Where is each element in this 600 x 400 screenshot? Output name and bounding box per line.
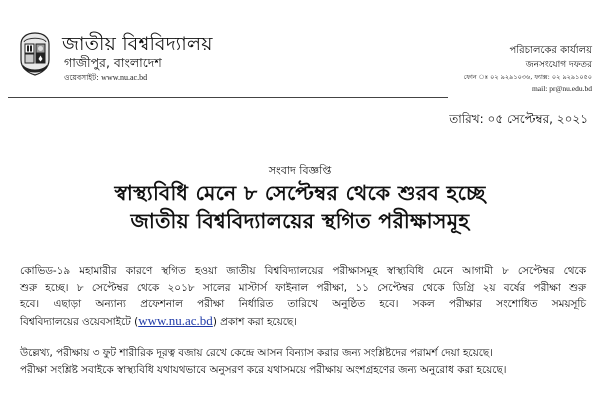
website-url: www.nu.ac.bd xyxy=(101,73,148,82)
date-line xyxy=(449,111,588,131)
paragraph-2-line-1: উল্লেখ্য, পরীক্ষায় ৩ ফুট শারীরিক দূরত্ব বজায় রেখে কেন্দ্রে আসন বিন্যাস করার জন্য সংশ্লিষ্টদের পরামর্শ দেয়া হয়েছে। xyxy=(20,347,493,359)
website-link[interactable]: www.nu.ac.bd xyxy=(138,312,213,328)
university-name: জাতীয় বিশ্ববিদ্যালয় xyxy=(62,33,213,55)
body-paragraph-2 xyxy=(20,345,586,378)
headline-line-2: জাতীয় বিশ্ববিদ্যালয়ের স্থগিত পরীক্ষাসমূহ xyxy=(130,209,470,233)
office-phone: ফোন ঃ ০২ ৯২৯১০৩৬, ফ্যাক্স: ০২ ৯২৯১০৫০ xyxy=(463,73,592,81)
header-divider xyxy=(8,97,448,98)
body-paragraph-1 xyxy=(20,263,586,330)
paragraph-1-line-2: শুরু হচ্ছে। ৮ সেপ্টেম্বর থেকে ২০১৮ সালের মাস্টার্স ফাইনাল পরীক্ষা, ১১ সেপ্টেম্বর থেকে ডিগ্রি ২য় বর্ষের পরীক্ষা শুরু xyxy=(20,281,586,294)
university-crest-icon xyxy=(18,32,52,76)
paragraph-2-line-2: পরীক্ষা সংশ্লিষ্ট সবাইকে স্বাস্থ্যবিধি যথাযথভাবে অনুসরণ করে যথাসময়ে পরীক্ষায় অংশগ্রহণের জন্য অনুরোধ করা হয়েছে। xyxy=(20,363,507,376)
headline-line-1: স্বাস্থ্যবিধি মেনে ৮ সেপ্টেম্বর থেকে শুরব হচ্ছে xyxy=(114,181,486,205)
paragraph-1-line-4 xyxy=(20,313,586,331)
line-4-prefix: বিশ্ববিদ্যালয়ের ওয়েবসাইটে ( xyxy=(20,315,139,328)
university-website xyxy=(64,73,147,85)
line-4-suffix: ) প্রকাশ করা হয়েছে। xyxy=(212,315,297,328)
paragraph-1-line-3: হবে। এছাড়া অন্যান্য প্রফেশনাল পরীক্ষা নির্ধারিত তারিখে অনুষ্ঠিত হবে। সকল পরীক্ষার সংশোধিত সময়সূচি xyxy=(20,298,586,310)
date-value: ০৫ সেপ্টেম্বর, ২০২১ xyxy=(487,112,588,126)
paragraph-1-line-1: কোভিড-১৯ মহামারীর কারণে স্থগিত হওয়া জাতীয় বিশ্ববিদ্যালয়ের পরীক্ষাসমূহ স্বাস্থ্যবিধি মেনে আগামী ৮ সেপ্টেম্বর থেকে xyxy=(20,265,586,277)
press-release-label: সংবাদ বিজ্ঞপ্তি xyxy=(268,164,332,177)
date-label: তারিখ: xyxy=(449,112,484,126)
office-subtitle: জনসংযোগ দফতর xyxy=(525,60,592,70)
office-info xyxy=(464,44,592,94)
website-label: ওয়েবসাইট: xyxy=(64,73,99,82)
office-mail: mail: pr@nu.edu.bd xyxy=(531,84,592,93)
office-title: পরিচালকের কার্যালয় xyxy=(509,45,592,56)
university-location: গাজীপুর, বাংলাদেশ xyxy=(64,55,162,70)
